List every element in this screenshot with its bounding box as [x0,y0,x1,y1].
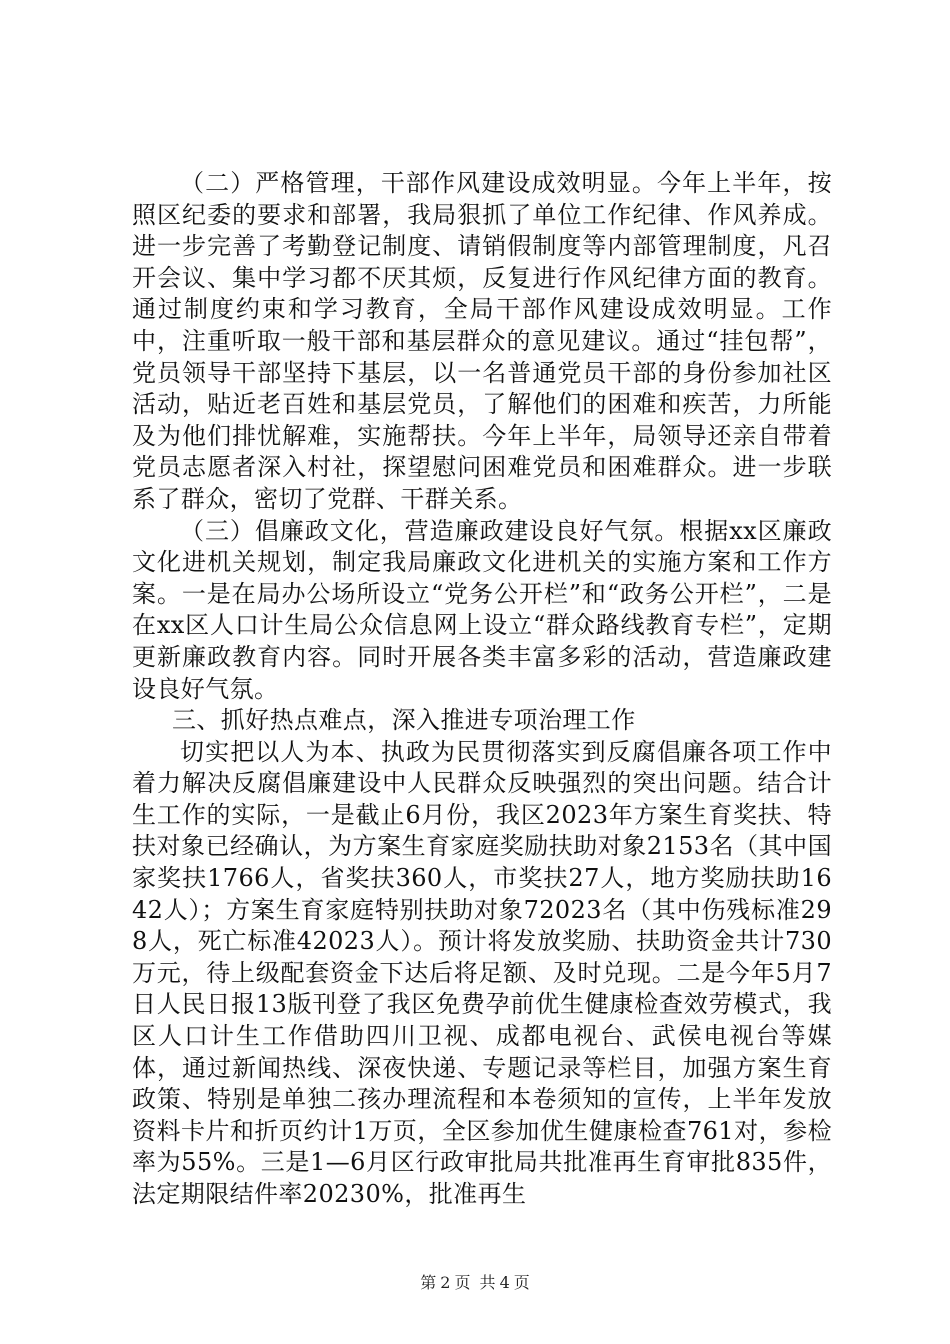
page-number-current: 2 [440,1273,451,1292]
paragraph-integrity-culture: （三）倡廉政文化，营造廉政建设良好气氛。根据xx区廉政文化进机关规划，制定我局廉政文化进机关的实施方案和工作方案。一是在局办公场所设立“党务公开栏”和“政务公开栏”，二是在xx区人口计生局公众信息网上设立“群众路线教育专栏”，定期更新廉政教育内容。同时开展各类丰富多彩的活动，营造廉政建设良好气氛。 [132,516,832,703]
paragraph-special-governance: 切实把以人为本、执政为民贯彻落实到反腐倡廉各项工作中着力解决反腐倡廉建设中人民群众反映强烈的突出问题。结合计生工作的实际，一是截止6月份，我区2023年方案生育奖扶、特扶对象已经确认，为方案生育家庭奖励扶助对象2153名（其中国家奖扶1766人，省奖扶360人，市奖扶27人，地方奖励扶助1642人）；方案生育家庭特别扶助对象72023名（其中伤残标准298人，死亡标准42023人）。预计将发放奖励、扶助资金共计730万元，待上级配套资金下达后将足额、及时兑现。二是今年5月7日人民日报13版刊登了我区免费孕前优生健康检查效劳模式，我区人口计生工作借助四川卫视、成都电视台、武侯电视台等媒体，通过新闻热线、深夜快递、专题记录等栏目，加强方案生育政策、特别是单独二孩办理流程和本卷须知的宣传，上半年发放资料卡片和折页约计1万页，全区参加优生健康检查761对，参检率为55%。三是1—6月区行政审批局共批准再生育审批835件，法定期限结件率20230%，批准再生 [132,737,832,1208]
page-total-label: 页 [513,1273,530,1292]
paragraph-cadre-management: （二）严格管理，干部作风建设成效明显。今年上半年，按照区纪委的要求和部署，我局狠抓了单位工作纪律、作风养成。进一步完善了考勤登记制度、请销假制度等内部管理制度，凡召开会议、集中学习都不厌其烦，反复进行作风纪律方面的教育。通过制度约束和学习教育，全局干部作风建设成效明显。工作中，注重听取一般干部和基层群众的意见建议。通过“挂包帮”，党员领导干部坚持下基层，以一名普通党员干部的身份参加社区活动，贴近老百姓和基层党员，了解他们的困难和疾苦，力所能及为他们排忧解难，实施帮扶。今年上半年，局领导还亲自带着党员志愿者深入村社，探望慰问困难党员和困难群众。进一步联系了群众，密切了党群、干群关系。 [132,169,832,513]
page-total-prefix: 共 [479,1273,496,1292]
page-number-label: 页 [454,1273,471,1292]
page-total-count: 4 [499,1273,510,1292]
section-heading-hotspot-issues: 三、抓好热点难点，深入推进专项治理工作 [172,706,636,735]
page-footer [0,1270,950,1293]
page-number-prefix: 第 [420,1273,437,1292]
document-body [132,168,832,1211]
